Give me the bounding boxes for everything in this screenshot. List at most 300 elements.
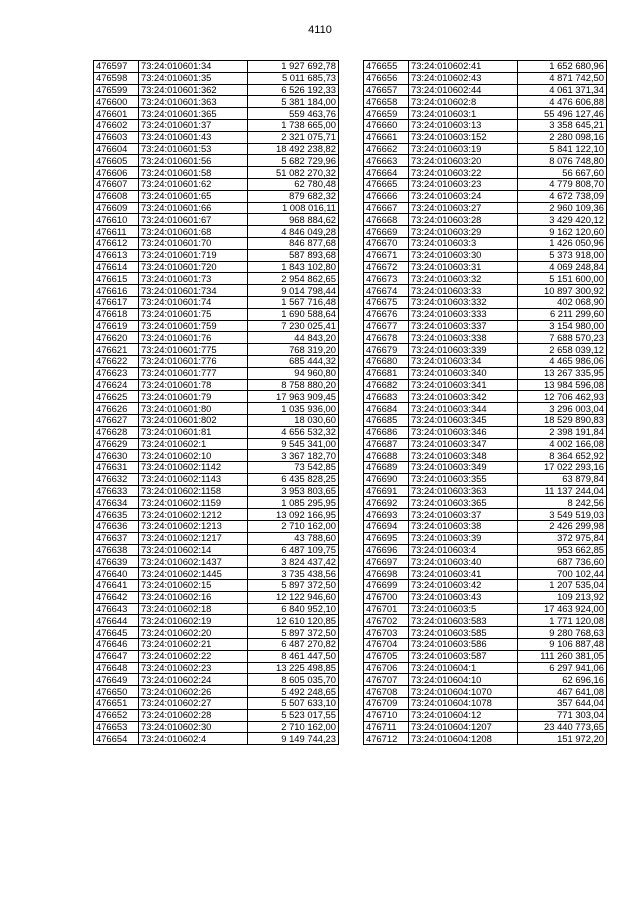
cadastral-number: 73:24:010602:1	[139, 438, 248, 450]
cadastral-value: 63 879,84	[518, 473, 607, 485]
cadastral-number: 73:24:010601:79	[139, 391, 248, 403]
cadastral-number: 73:24:010601:80	[139, 403, 248, 415]
table-row	[364, 237, 607, 249]
table-row	[94, 308, 339, 320]
table-row	[364, 556, 607, 568]
cadastral-number: 73:24:010603:337	[409, 320, 518, 332]
cadastral-value: 559 463,76	[248, 108, 339, 120]
table-row	[364, 426, 607, 438]
cadastral-number: 73:24:010603:29	[409, 226, 518, 238]
cadastral-value: 357 644,04	[518, 698, 607, 710]
cadastral-number: 73:24:010602:19	[139, 615, 248, 627]
table-row	[94, 674, 339, 686]
cadastral-number: 73:24:010601:66	[139, 202, 248, 214]
cadastral-value: 51 082 270,32	[248, 167, 339, 179]
row-number: 476607	[94, 178, 139, 190]
cadastral-number: 73:24:010603:333	[409, 308, 518, 320]
cadastral-number: 73:24:010603:43	[409, 591, 518, 603]
cadastral-number: 73:24:010601:365	[139, 108, 248, 120]
cadastral-value: 9 014 798,44	[248, 285, 339, 297]
cadastral-number: 73:24:010603:34	[409, 355, 518, 367]
cadastral-number: 73:24:010603:42	[409, 580, 518, 592]
table-row	[94, 119, 339, 131]
cadastral-number: 73:24:010602:28	[139, 709, 248, 721]
row-number: 476705	[364, 650, 409, 662]
cadastral-value: 12 122 946,60	[248, 591, 339, 603]
cadastral-value: 8 076 748,80	[518, 155, 607, 167]
table-row	[364, 178, 607, 190]
table-row	[94, 84, 339, 96]
cadastral-value: 55 496 127,46	[518, 108, 607, 120]
row-number: 476598	[94, 72, 139, 84]
row-number: 476597	[94, 61, 139, 73]
row-number: 476682	[364, 379, 409, 391]
row-number: 476673	[364, 273, 409, 285]
cadastral-value: 4 846 049,28	[248, 226, 339, 238]
row-number: 476628	[94, 426, 139, 438]
row-number: 476609	[94, 202, 139, 214]
table-row	[364, 379, 607, 391]
table-row	[364, 733, 607, 745]
table-row	[94, 639, 339, 651]
row-number: 476600	[94, 96, 139, 108]
row-number: 476671	[364, 249, 409, 261]
cadastral-number: 73:24:010601:58	[139, 167, 248, 179]
cadastral-number: 73:24:010602:44	[409, 84, 518, 96]
cadastral-value: 8 242,56	[518, 497, 607, 509]
cadastral-value: 6 840 952,10	[248, 603, 339, 615]
cadastral-number: 73:24:010603:19	[409, 143, 518, 155]
row-number: 476647	[94, 650, 139, 662]
row-number: 476649	[94, 674, 139, 686]
table-row	[94, 96, 339, 108]
table-row	[364, 214, 607, 226]
cadastral-value: 8 364 652,92	[518, 450, 607, 462]
row-number: 476708	[364, 686, 409, 698]
row-number: 476642	[94, 591, 139, 603]
cadastral-value: 700 102,44	[518, 568, 607, 580]
cadastral-value: 109 213,92	[518, 591, 607, 603]
cadastral-value: 3 953 803,65	[248, 485, 339, 497]
cadastral-number: 73:24:010602:1142	[139, 462, 248, 474]
cadastral-number: 73:24:010601:67	[139, 214, 248, 226]
cadastral-number: 73:24:010603:346	[409, 426, 518, 438]
row-number: 476648	[94, 662, 139, 674]
cadastral-value: 4 871 742,50	[518, 72, 607, 84]
page-number: 4110	[308, 24, 332, 36]
row-number: 476635	[94, 509, 139, 521]
cadastral-number: 73:24:010602:41	[409, 61, 518, 73]
row-number: 476679	[364, 344, 409, 356]
cadastral-number: 73:24:010601:777	[139, 367, 248, 379]
table-row	[94, 709, 339, 721]
table-row	[94, 603, 339, 615]
cadastral-value: 587 893,68	[248, 249, 339, 261]
table-row	[364, 532, 607, 544]
cadastral-value: 4 002 166,08	[518, 438, 607, 450]
row-number: 476698	[364, 568, 409, 580]
row-number: 476685	[364, 414, 409, 426]
table-row	[94, 249, 339, 261]
row-number: 476617	[94, 296, 139, 308]
table-row	[364, 497, 607, 509]
cadastral-number: 73:24:010601:53	[139, 143, 248, 155]
table-row	[94, 414, 339, 426]
cadastral-number: 73:24:010603:32	[409, 273, 518, 285]
row-number: 476631	[94, 462, 139, 474]
table-row	[364, 627, 607, 639]
row-number: 476709	[364, 698, 409, 710]
table-row	[94, 61, 339, 73]
table-row	[364, 190, 607, 202]
cadastral-number: 73:24:010603:365	[409, 497, 518, 509]
table-row	[94, 591, 339, 603]
cadastral-value: 3 367 182,70	[248, 450, 339, 462]
table-row	[94, 497, 339, 509]
cadastral-value: 9 280 768,63	[518, 627, 607, 639]
cadastral-value: 18 030,60	[248, 414, 339, 426]
cadastral-number: 73:24:010602:8	[409, 96, 518, 108]
cadastral-value: 879 682,32	[248, 190, 339, 202]
table-row	[364, 674, 607, 686]
row-number: 476684	[364, 403, 409, 415]
row-number: 476623	[94, 367, 139, 379]
table-row	[94, 426, 339, 438]
table-row	[94, 344, 339, 356]
row-number: 476672	[364, 261, 409, 273]
row-number: 476667	[364, 202, 409, 214]
cadastral-number: 73:24:010604:1078	[409, 698, 518, 710]
cadastral-table-right	[363, 60, 607, 745]
cadastral-value: 3 296 003,04	[518, 403, 607, 415]
cadastral-number: 73:24:010602:14	[139, 544, 248, 556]
cadastral-number: 73:24:010602:10	[139, 450, 248, 462]
row-number: 476696	[364, 544, 409, 556]
cadastral-number: 73:24:010603:5	[409, 603, 518, 615]
cadastral-number: 73:24:010603:20	[409, 155, 518, 167]
cadastral-number: 73:24:010602:27	[139, 698, 248, 710]
cadastral-number: 73:24:010603:348	[409, 450, 518, 462]
table-row	[364, 131, 607, 143]
cadastral-value: 5 507 633,10	[248, 698, 339, 710]
table-row	[364, 568, 607, 580]
table-row	[94, 544, 339, 556]
row-number: 476688	[364, 450, 409, 462]
cadastral-number: 73:24:010603:28	[409, 214, 518, 226]
table-row	[364, 521, 607, 533]
cadastral-number: 73:24:010603:40	[409, 556, 518, 568]
row-number: 476643	[94, 603, 139, 615]
cadastral-number: 73:24:010603:583	[409, 615, 518, 627]
cadastral-number: 73:24:010603:332	[409, 296, 518, 308]
cadastral-value: 17 463 924,00	[518, 603, 607, 615]
row-number: 476695	[364, 532, 409, 544]
cadastral-number: 73:24:010602:1437	[139, 556, 248, 568]
row-number: 476641	[94, 580, 139, 592]
cadastral-value: 4 069 248,84	[518, 261, 607, 273]
table-row	[94, 580, 339, 592]
cadastral-value: 4 672 738,09	[518, 190, 607, 202]
cadastral-value: 5 151 600,00	[518, 273, 607, 285]
cadastral-number: 73:24:010601:363	[139, 96, 248, 108]
cadastral-value: 13 092 166,95	[248, 509, 339, 521]
cadastral-number: 73:24:010601:43	[139, 131, 248, 143]
table-row	[364, 438, 607, 450]
row-number: 476700	[364, 591, 409, 603]
table-row	[94, 285, 339, 297]
cadastral-number: 73:24:010601:776	[139, 355, 248, 367]
cadastral-number: 73:24:010604:12	[409, 709, 518, 721]
table-row	[94, 403, 339, 415]
cadastral-value: 18 492 238,82	[248, 143, 339, 155]
cadastral-number: 73:24:010603:342	[409, 391, 518, 403]
cadastral-number: 73:24:010601:76	[139, 332, 248, 344]
cadastral-number: 73:24:010601:74	[139, 296, 248, 308]
table-row	[364, 485, 607, 497]
cadastral-number: 73:24:010601:775	[139, 344, 248, 356]
cadastral-number: 73:24:010603:586	[409, 639, 518, 651]
cadastral-number: 73:24:010602:1212	[139, 509, 248, 521]
cadastral-number: 73:24:010602:22	[139, 650, 248, 662]
table-row	[364, 603, 607, 615]
cadastral-number: 73:24:010603:344	[409, 403, 518, 415]
cadastral-number: 73:24:010601:37	[139, 119, 248, 131]
table-row	[364, 108, 607, 120]
table-row	[364, 155, 607, 167]
cadastral-number: 73:24:010602:30	[139, 721, 248, 733]
row-number: 476689	[364, 462, 409, 474]
cadastral-number: 73:24:010602:16	[139, 591, 248, 603]
table-row	[364, 414, 607, 426]
table-row	[94, 72, 339, 84]
cadastral-number: 73:24:010601:802	[139, 414, 248, 426]
table-row	[94, 650, 339, 662]
cadastral-value: 8 758 880,20	[248, 379, 339, 391]
cadastral-value: 5 841 122,10	[518, 143, 607, 155]
row-number: 476637	[94, 532, 139, 544]
cadastral-value: 3 358 645,21	[518, 119, 607, 131]
cadastral-value: 5 897 372,50	[248, 627, 339, 639]
cadastral-number: 73:24:010601:73	[139, 273, 248, 285]
row-number: 476694	[364, 521, 409, 533]
cadastral-value: 1 843 102,80	[248, 261, 339, 273]
table-row	[94, 686, 339, 698]
table-row	[94, 190, 339, 202]
cadastral-value: 13 984 596,08	[518, 379, 607, 391]
row-number: 476654	[94, 733, 139, 745]
row-number: 476601	[94, 108, 139, 120]
row-number: 476629	[94, 438, 139, 450]
cadastral-value: 62 780,48	[248, 178, 339, 190]
table-row	[94, 143, 339, 155]
cadastral-number: 73:24:010602:23	[139, 662, 248, 674]
row-number: 476599	[94, 84, 139, 96]
table-row	[94, 131, 339, 143]
cadastral-value: 1 690 588,64	[248, 308, 339, 320]
cadastral-number: 73:24:010603:585	[409, 627, 518, 639]
row-number: 476660	[364, 119, 409, 131]
cadastral-number: 73:24:010603:1	[409, 108, 518, 120]
row-number: 476622	[94, 355, 139, 367]
table-row	[94, 662, 339, 674]
cadastral-value: 2 426 299,98	[518, 521, 607, 533]
table-row	[364, 202, 607, 214]
table-row	[364, 332, 607, 344]
cadastral-value: 3 154 980,00	[518, 320, 607, 332]
table-row	[94, 391, 339, 403]
row-number: 476621	[94, 344, 139, 356]
row-number: 476630	[94, 450, 139, 462]
table-row	[364, 285, 607, 297]
table-row	[94, 108, 339, 120]
cadastral-value: 2 398 191,84	[518, 426, 607, 438]
row-number: 476613	[94, 249, 139, 261]
cadastral-number: 73:24:010603:31	[409, 261, 518, 273]
cadastral-value: 13 267 335,95	[518, 367, 607, 379]
cadastral-value: 4 061 371,34	[518, 84, 607, 96]
cadastral-value: 8 461 447,50	[248, 650, 339, 662]
row-number: 476703	[364, 627, 409, 639]
row-number: 476690	[364, 473, 409, 485]
cadastral-value: 4 476 606,88	[518, 96, 607, 108]
table-row	[364, 391, 607, 403]
table-row	[364, 72, 607, 84]
table-row	[94, 237, 339, 249]
row-number: 476658	[364, 96, 409, 108]
cadastral-number: 73:24:010601:81	[139, 426, 248, 438]
row-number: 476669	[364, 226, 409, 238]
cadastral-value: 1 008 016,11	[248, 202, 339, 214]
cadastral-number: 73:24:010602:1213	[139, 521, 248, 533]
table-row	[94, 155, 339, 167]
row-number: 476661	[364, 131, 409, 143]
cadastral-value: 9 545 341,00	[248, 438, 339, 450]
row-number: 476625	[94, 391, 139, 403]
cadastral-number: 73:24:010603:363	[409, 485, 518, 497]
row-number: 476652	[94, 709, 139, 721]
row-number: 476675	[364, 296, 409, 308]
row-number: 476604	[94, 143, 139, 155]
cadastral-number: 73:24:010603:3	[409, 237, 518, 249]
row-number: 476626	[94, 403, 139, 415]
cadastral-value: 17 963 909,45	[248, 391, 339, 403]
cadastral-value: 1 426 050,96	[518, 237, 607, 249]
cadastral-number: 73:24:010601:68	[139, 226, 248, 238]
row-number: 476619	[94, 320, 139, 332]
row-number: 476686	[364, 426, 409, 438]
cadastral-value: 94 960,80	[248, 367, 339, 379]
table-row	[94, 473, 339, 485]
cadastral-value: 44 843,20	[248, 332, 339, 344]
cadastral-value: 5 523 017,55	[248, 709, 339, 721]
row-number: 476674	[364, 285, 409, 297]
table-row	[94, 733, 339, 745]
cadastral-value: 17 022 293,16	[518, 462, 607, 474]
cadastral-value: 6 487 109,75	[248, 544, 339, 556]
row-number: 476693	[364, 509, 409, 521]
cadastral-value: 12 706 462,93	[518, 391, 607, 403]
cadastral-value: 11 137 244,04	[518, 485, 607, 497]
row-number: 476608	[94, 190, 139, 202]
table-row	[94, 226, 339, 238]
cadastral-value: 2 321 075,71	[248, 131, 339, 143]
table-row	[364, 544, 607, 556]
table-row	[94, 721, 339, 733]
cadastral-number: 73:24:010603:152	[409, 131, 518, 143]
table-row	[94, 698, 339, 710]
table-row	[364, 84, 607, 96]
cadastral-value: 4 656 532,32	[248, 426, 339, 438]
table-row	[364, 450, 607, 462]
row-number: 476618	[94, 308, 139, 320]
cadastral-number: 73:24:010602:1159	[139, 497, 248, 509]
cadastral-value: 467 641,08	[518, 686, 607, 698]
table-row	[94, 296, 339, 308]
table-row	[364, 639, 607, 651]
cadastral-number: 73:24:010601:56	[139, 155, 248, 167]
table-row	[364, 261, 607, 273]
cadastral-value: 1 207 535,04	[518, 580, 607, 592]
cadastral-number: 73:24:010604:1207	[409, 721, 518, 733]
cadastral-value: 5 381 184,00	[248, 96, 339, 108]
table-row	[94, 438, 339, 450]
cadastral-number: 73:24:010602:24	[139, 674, 248, 686]
cadastral-value: 13 225 498,85	[248, 662, 339, 674]
cadastral-value: 6 435 828,25	[248, 473, 339, 485]
cadastral-value: 18 529 890,83	[518, 414, 607, 426]
cadastral-value: 5 682 729,96	[248, 155, 339, 167]
row-number: 476681	[364, 367, 409, 379]
cadastral-value: 846 877,68	[248, 237, 339, 249]
row-number: 476653	[94, 721, 139, 733]
cadastral-number: 73:24:010602:1143	[139, 473, 248, 485]
cadastral-number: 73:24:010602:18	[139, 603, 248, 615]
row-number: 476680	[364, 355, 409, 367]
cadastral-number: 73:24:010602:1217	[139, 532, 248, 544]
cadastral-value: 6 526 192,33	[248, 84, 339, 96]
row-number: 476605	[94, 155, 139, 167]
cadastral-number: 73:24:010601:75	[139, 308, 248, 320]
row-number: 476610	[94, 214, 139, 226]
row-number: 476606	[94, 167, 139, 179]
row-number: 476707	[364, 674, 409, 686]
row-number: 476638	[94, 544, 139, 556]
row-number: 476614	[94, 261, 139, 273]
cadastral-number: 73:24:010601:362	[139, 84, 248, 96]
cadastral-value: 12 610 120,85	[248, 615, 339, 627]
cadastral-number: 73:24:010601:35	[139, 72, 248, 84]
table-row	[94, 532, 339, 544]
table-row	[364, 167, 607, 179]
cadastral-number: 73:24:010601:65	[139, 190, 248, 202]
cadastral-table-left	[93, 60, 339, 745]
cadastral-value: 2 960 109,36	[518, 202, 607, 214]
cadastral-value: 62 696,16	[518, 674, 607, 686]
cadastral-value: 6 297 941,06	[518, 662, 607, 674]
cadastral-number: 73:24:010603:339	[409, 344, 518, 356]
cadastral-number: 73:24:010603:13	[409, 119, 518, 131]
cadastral-number: 73:24:010602:15	[139, 580, 248, 592]
row-number: 476706	[364, 662, 409, 674]
cadastral-value: 953 662,85	[518, 544, 607, 556]
table-row	[94, 627, 339, 639]
table-row	[94, 509, 339, 521]
table-row	[364, 308, 607, 320]
row-number: 476612	[94, 237, 139, 249]
row-number: 476683	[364, 391, 409, 403]
row-number: 476665	[364, 178, 409, 190]
cadastral-number: 73:24:010603:37	[409, 509, 518, 521]
